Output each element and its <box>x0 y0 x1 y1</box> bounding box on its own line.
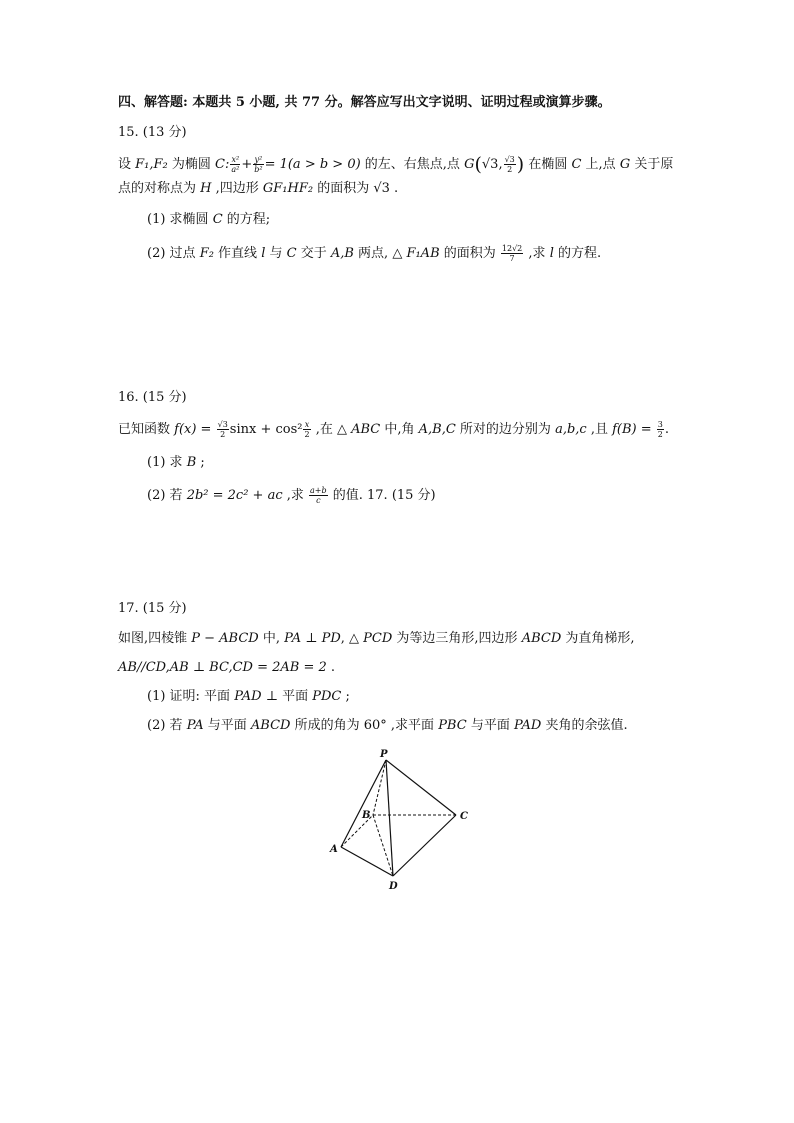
label-A: A <box>330 844 338 855</box>
pyramid-figure <box>318 745 498 895</box>
q15-line1: 设 F₁,F₂ 为椭圆 C: $\frac{\text{x²}}{\text{a²}}$ + $\frac{\text{y²}}{\text{b²}}$ = 1(a > b > 0) 的左、右焦点,点 G(√3, $\frac{√3}{2}$ ) 在椭圆 C 上,点 G 关于原 <box>118 153 674 176</box>
q16-number: 16. (15 分) <box>118 390 187 405</box>
q17-number: 17. (15 分) <box>118 601 187 616</box>
label-D: D <box>389 881 398 892</box>
edge-PC <box>386 760 456 815</box>
q15-line2: 点的对称点为 H ,四边形 GF₁HF₂ 的面积为 √3 . <box>118 181 399 196</box>
q16-part1: (1) 求 B ; <box>147 455 205 470</box>
section-heading: 四、解答题: 本题共 5 小题, 共 77 分。解答应写出文字说明、证明过程或演算步骤。 <box>118 95 611 110</box>
q17-part2: (2) 若 PA 与平面 ABCD 所成的角为 60° ,求平面 PBC 与平面 PAD 夹角的余弦值. <box>147 718 628 733</box>
q16-part2: (2) 若 2b² = 2c² + ac ,求 $\frac{a+b}{c}$ 的值. 17. (15 分) <box>147 486 436 505</box>
edge-AD <box>341 847 393 876</box>
q17-line2: AB//CD,AB ⊥ BC,CD = 2AB = 2 . <box>118 660 336 675</box>
q16-line1: 已知函数 f(x) = $\frac{√3}{2}$ sinx + cos² $\frac{x}{2}$ ,在 △ ABC 中,角 A,B,C 所对的边分别为 a,b,c ,且 f(B) = $\frac{3}{2}$ . <box>118 420 669 439</box>
q15-part1: (1) 求椭圆 C 的方程; <box>147 212 271 227</box>
edge-DC <box>393 815 456 876</box>
label-B: B <box>362 810 371 821</box>
q15-part2: (2) 过点 F₂ 作直线 l 与 C 交于 A,B 两点, △ F₁AB 的面积为 $\frac{12√2}{7}$ ,求 l 的方程. <box>147 244 602 263</box>
label-C: C <box>460 811 468 822</box>
edge-PA <box>341 760 386 847</box>
q17-line1: 如图,四棱锥 P − ABCD 中, PA ⊥ PD, △ PCD 为等边三角形,四边形 ABCD 为直角梯形, <box>118 631 635 646</box>
edge-PB <box>373 760 386 815</box>
q15-number: 15. (13 分) <box>118 125 187 140</box>
label-P: P <box>380 749 388 760</box>
q17-part1: (1) 证明: 平面 PAD ⊥ 平面 PDC ; <box>147 689 350 704</box>
